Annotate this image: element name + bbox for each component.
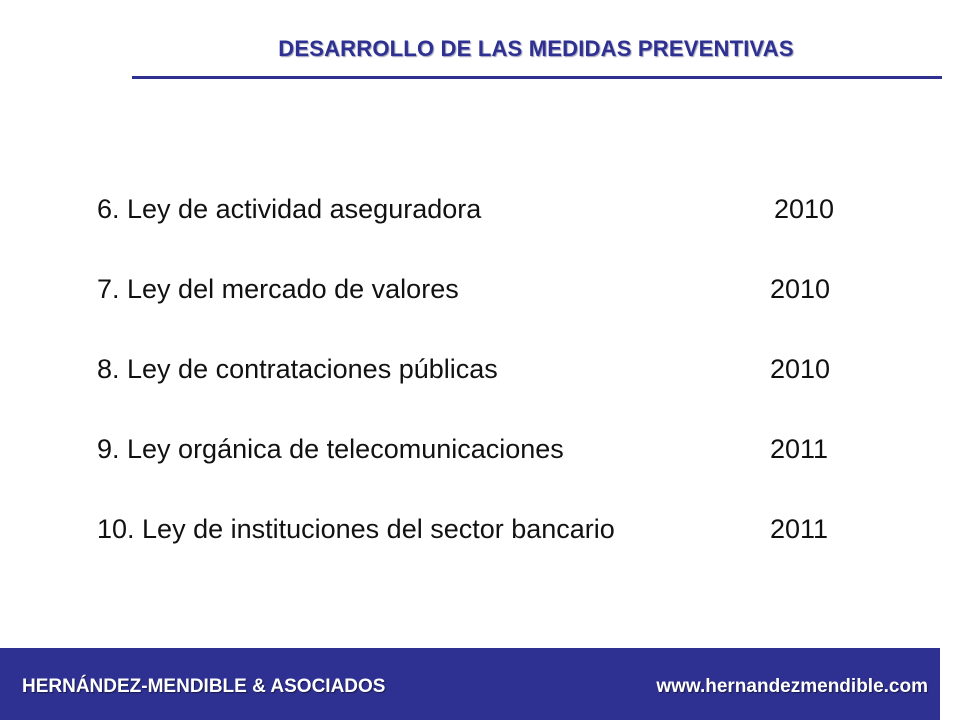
law-name: 10. Ley de instituciones del sector bancario <box>97 514 615 544</box>
law-name: 7. Ley del mercado de valores <box>97 274 459 304</box>
law-year: 2010 <box>770 354 831 384</box>
law-year: 2010 <box>774 194 835 224</box>
footer-bar <box>0 648 940 720</box>
law-year: 2011 <box>770 434 829 464</box>
list-item <box>97 186 877 266</box>
page-title: DESARROLLO DE LAS MEDIDAS PREVENTIVAS <box>278 36 794 61</box>
firm-name: HERNÁNDEZ-MENDIBLE & ASOCIADOS <box>22 676 386 697</box>
law-name: 9. Ley orgánica de telecomunicaciones <box>97 434 564 464</box>
law-year: 2011 <box>770 514 829 544</box>
law-name: 6. Ley de actividad aseguradora <box>97 194 482 224</box>
list-item <box>97 506 877 586</box>
title-underline <box>132 76 942 79</box>
law-name: 8. Ley de contrataciones públicas <box>97 354 498 384</box>
website-link[interactable]: www.hernandezmendible.com <box>656 676 928 697</box>
law-list <box>97 186 877 586</box>
list-item <box>97 266 877 346</box>
list-item <box>97 346 877 426</box>
list-item <box>97 426 877 506</box>
law-year: 2010 <box>770 274 831 304</box>
